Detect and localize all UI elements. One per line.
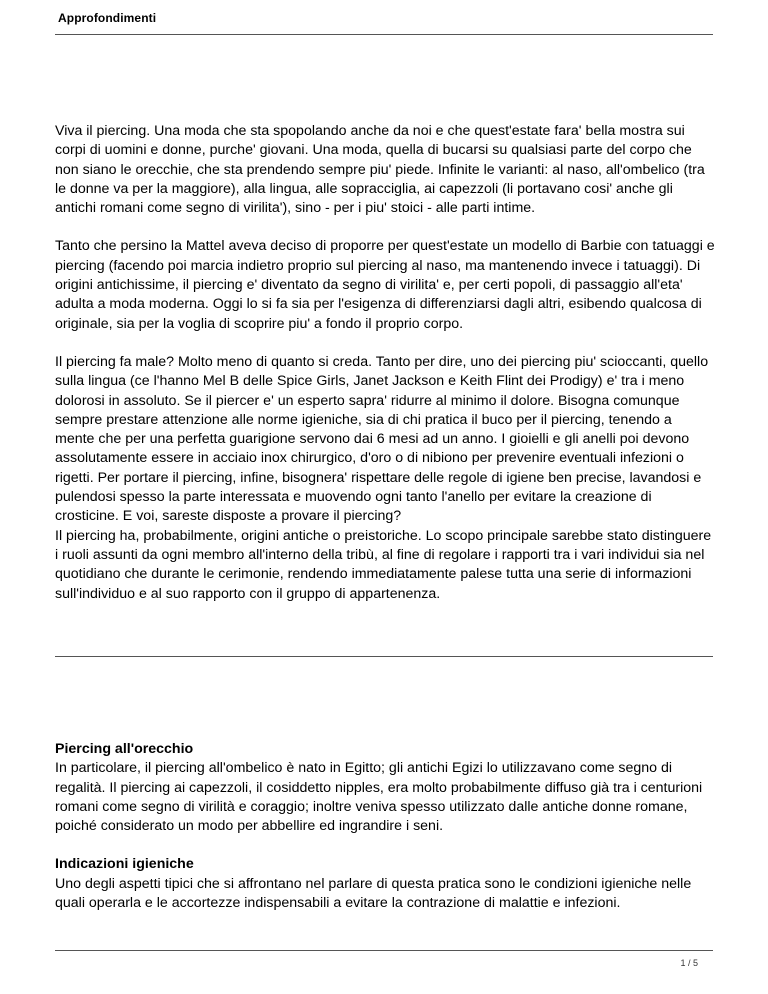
body-paragraph: Il piercing fa male? Molto meno di quanto si creda. Tanto per dire, uno dei piercing piu' scioccanti, quello sulla lingua (ce l'hanno Mel B delle Spice Girls, Janet Jackson e Keith Flint dei Prodigy) e' tra i meno dolorosi in assoluto. Se il piercer e' un esperto sapra' ridurre al minimo il dolore. Bisogna comunque sempre prestare attenzione alle norme igieniche, sia di chi pratica il buco per il piercing, tenendo a mente che per una perfetta guarigione servono dai 6 mesi ad un anno. I gioielli e gli anelli poi devono assolutamente essere in acciaio inox chirurgico, d'oro o di nibiono per prevenire eventuali infezioni o rigetti. Per portare il piercing, infine, bisognera' rispettare delle regole di igiene ben precise, lavandosi e pulendosi spesso la parte interessata e muovendo ogni tanto l'anello per evitare la creazione di crosticine. E voi, sareste disposte a provare il piercing? <box>55 353 709 525</box>
body-paragraph: Viva il piercing. Una moda che sta spopolando anche da noi e che quest'estate fara' bella mostra sui corpi di uomini e donne, purche' giovani. Una moda, quella di bucarsi su qualsiasi parte del corpo che non siano le orecchie, che sta prendendo sempre piu' piede. Infinite le varianti: al naso, all'ombelico (tra le donne va per la maggiore), alla lingua, alle sopracciglia, ai capezzoli (li portavano cosi' anche gli antichi romani come segno di virilita'), sino - per i piu' stoici - alle parti intime. <box>55 123 705 217</box>
article-sections <box>55 740 715 932</box>
header-divider <box>55 34 713 35</box>
footer-divider <box>55 950 713 951</box>
body-paragraph: Tanto che persino la Mattel aveva deciso di proporre per quest'estate un modello di Barbie con tatuaggi e piercing (facendo poi marcia indietro proprio sul piercing al naso, ma mantenendo invece i tatuaggi). Di origini antichissime, il piercing e' diventato da segno di virilita' e, per certi popoli, di passaggio all'eta' adulta a moda moderna. Oggi lo si fa sia per l'esigenza di differenziarsi dagli altri, esibendo qualcosa di originale, sia per la voglia di scoprire piu' a fondo il proprio corpo. <box>55 238 715 332</box>
article-body <box>55 122 715 623</box>
section-heading: Piercing all'orecchio <box>55 741 194 757</box>
section-piercing-orecchio <box>55 740 715 836</box>
section-divider <box>55 656 713 657</box>
section-text: Uno degli aspetti tipici che si affrontano nel parlare di questa pratica sono le condizioni igieniche nelle quali operarla e le accortezze indispensabili a evitare la contrazione di malattie e infezioni. <box>55 875 692 912</box>
page-header-title: Approfondimenti <box>58 11 157 25</box>
section-text: In particolare, il piercing all'ombelico è nato in Egitto; gli antichi Egizi lo utilizzavano come segno di regalità. Il piercing ai capezzoli, il cosiddetto nipples, era molto probabilmente diffuso già tra i centurioni romani come segno di virilità e coraggio; inoltre veniva spesso utilizzato dalle antiche donne romane, poiché considerato un modo per abbellire ed ingrandire i seni. <box>55 760 703 835</box>
body-paragraph: Il piercing ha, probabilmente, origini antiche o preistoriche. Lo scopo principale sarebbe stato distinguere i ruoli assunti da ogni membro all'interno della tribù, al fine di regolare i rapporti tra i vari individui sia nel quotidiano che durante le cerimonie, rendendo immediatamente palese tutta una serie di informazioni sull'individuo e al suo rapporto con il gruppo di appartenenza. <box>55 527 712 602</box>
section-indicazioni-igieniche <box>55 855 715 913</box>
section-heading: Indicazioni igieniche <box>55 856 194 873</box>
page-number: 1 / 5 <box>680 958 698 968</box>
